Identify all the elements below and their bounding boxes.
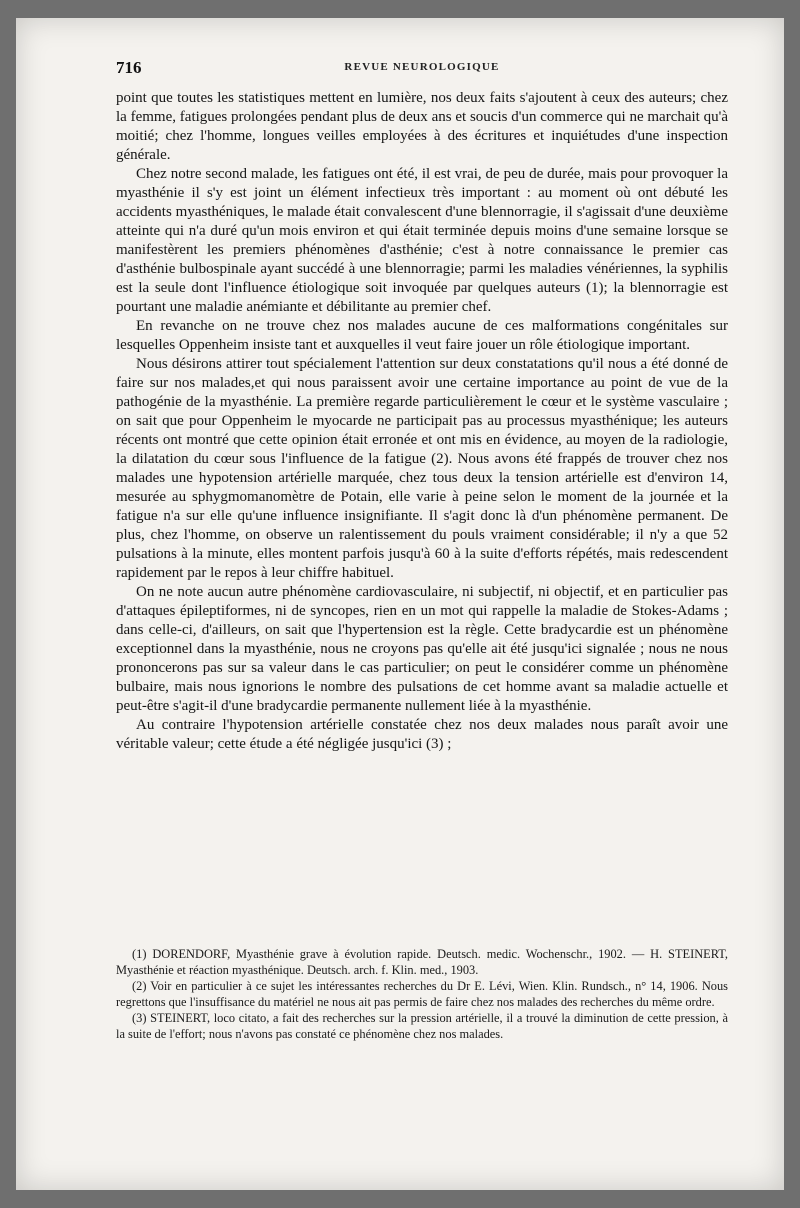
paragraph-6: Au contraire l'hypotension artérielle constatée chez nos deux malades nous paraît avoir une véritable valeur; cette étude a été négligée jusqu'ici (3) ; [116,717,728,752]
footnote-1: (1) DORENDORF, Myasthénie grave à évolution rapide. Deutsch. medic. Wochenschr., 1902. — H. STEINERT, Myasthénie et réaction myasthénique. Deutsch. arch. f. Klin. med., 1903. [116,947,728,977]
paragraph-1: point que toutes les statistiques mettent en lumière, nos deux faits s'ajoutent à ceux des auteurs; chez la femme, fatigues prolongées pendant plus de deux ans et soucis d'un commerce qui ne marchait qu'à moitié; chez l'homme, longues veilles employées à des écritures et inquiétudes d'une inspection générale. [116,90,728,163]
footnotes [116,946,728,1042]
footnote-2: (2) Voir en particulier à ce sujet les intéressantes recherches du Dr E. Lévi, Wien. Klin. Rundsch., n° 14, 1906. Nous regrettons que l'insuffisance du matériel ne nous ait pas permis de faire chez nos malades des recherches du même ordre. [116,979,728,1009]
page-number: 716 [116,58,142,77]
body-text [116,89,728,754]
running-title: REVUE NEUROLOGIQUE [344,61,500,73]
paragraph-4: Nous désirons attirer tout spécialement l'attention sur deux constatations qu'il nous a été donné de faire sur nos malades,et qui nous paraissent avoir une certaine importance au point de vue de la pathogénie de la myasthénie. La première regarde particulièrement le cœur et le système vasculaire ; on sait que pour Oppenheim le myocarde ne participait pas au processus myasthénique; les auteurs récents ont montré que cette opinion était erronée et ont mis en évidence, au moyen de la radiologie, la dilatation du cœur sous l'influence de la fatigue (2). Nous avons été frappés de trouver chez nos malades une hypotension artérielle marquée, chez tous deux la tension artérielle est d'environ 14, mesurée au sphygmomanomètre de Potain, elle varie à peine selon le moment de la journée et la fatigue n'a sur elle qu'une influence insignifiante. Il s'agit donc là d'un phénomène permanent. De plus, chez l'homme, on observe un ralentissement du pouls vraiment considérable; il n'y a que 52 pulsations à la minute, elles montent parfois jusqu'à 60 à la suite d'efforts répétés, mais redescendent rapidement par le repos à leur chiffre habituel. [116,356,728,581]
paragraph-3: En revanche on ne trouve chez nos malades aucune de ces malformations congénitales sur lesquelles Oppenheim insiste tant et auxquelles il veut faire jouer un rôle étiologique important. [116,318,728,353]
paragraph-5: On ne note aucun autre phénomène cardiovasculaire, ni subjectif, ni objectif, et en particulier pas d'attaques épileptiformes, ni de syncopes, rien en un mot qui rappelle la maladie de Stokes-Adams ; dans celle-ci, d'ailleurs, on sait que l'hypertension est la règle. Cette bradycardie est un phénomène exceptionnel dans la myasthénie, nous ne croyons pas qu'elle ait été jusqu'ici signalée ; nous ne nous prononcerons pas sur sa valeur dans le cas particulier; on peut le considérer comme un phénomène bulbaire, mais nous ignorions le nombre des pulsations de cet homme avant sa maladie actuelle et peut-être s'agit-il d'une bradycardie permanente nullement liée à la myasthénie. [116,584,728,714]
paragraph-2: Chez notre second malade, les fatigues ont été, il est vrai, de peu de durée, mais pour provoquer la myasthénie il s'y est joint un élément infectieux très important : au moment où ont débuté les accidents myasthéniques, le malade était convalescent d'une blennorragie, il s'agissait d'une deuxième atteinte qui n'a duré qu'un mois environ et qui était terminée depuis moins d'une semaine lorsque se manifestèrent les premiers phénomènes d'asthénie; c'est à notre connaissance le premier cas d'asthénie bulbospinale ayant succédé à une blennorragie; parmi les maladies vénériennes, la syphilis est la seule dont l'influence étiologique soit invoquée par quelques auteurs (1); la blennorragie est pourtant une maladie anémiante et débilitante au premier chef. [116,166,728,315]
scanned-page [16,18,784,1190]
footnote-3: (3) STEINERT, loco citato, a fait des recherches sur la pression artérielle, il a trouvé la diminution de cette pression, à la suite de l'effort; nous n'avons pas constaté ce phénomène chez nos malades. [116,1011,728,1041]
page-header [116,58,728,82]
